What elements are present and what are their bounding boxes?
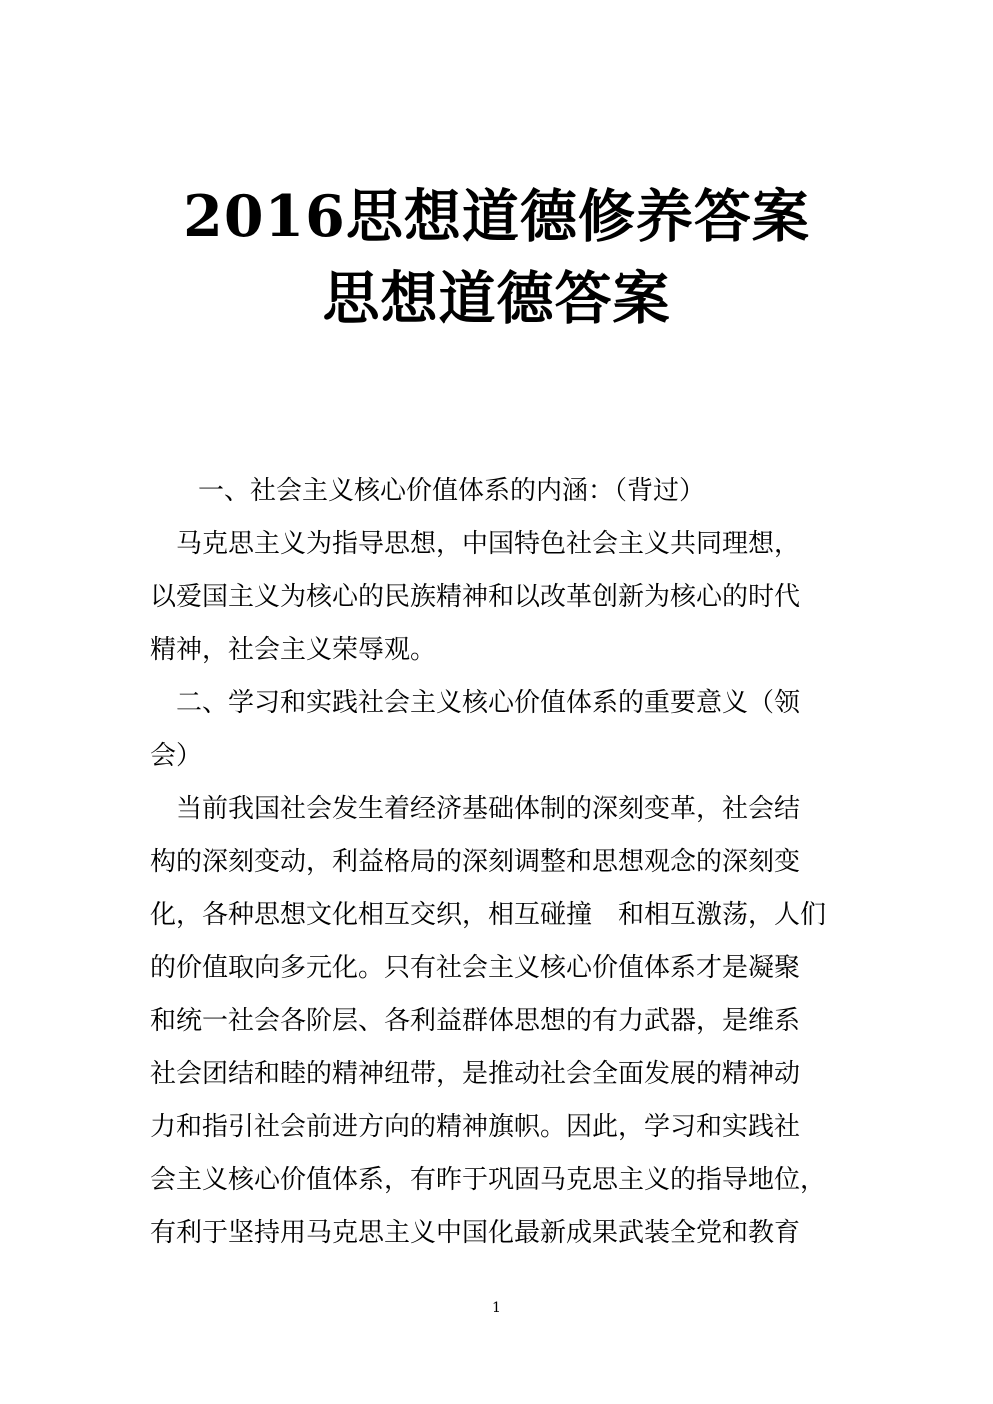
title-line-1: 2016思想道德修养答案	[183, 183, 810, 250]
paragraph-line: 社会团结和睦的精神纽带，是推动社会全面发展的精神动	[150, 1059, 801, 1089]
paragraph-line: 有利于坚持用马克思主义中国化最新成果武装全党和教育	[150, 1218, 801, 1248]
paragraph-line: 精神，社会主义荣辱观。	[150, 635, 437, 665]
paragraph-line: 以爱国主义为核心的民族精神和以改革创新为核心的时代	[150, 582, 801, 612]
paragraph-line: 会）	[150, 741, 203, 771]
paragraph-line: 力和指引社会前进方向的精神旗帜。因此，学习和实践社	[150, 1112, 801, 1142]
title-line-2: 思想道德答案	[322, 265, 671, 332]
paragraph-line: 马克思主义为指导思想，中国特色社会主义共同理想，	[176, 529, 801, 559]
paragraph-line: 构的深刻变动，利益格局的深刻调整和思想观念的深刻变	[150, 847, 801, 877]
paragraph-line: 的价值取向多元化。只有社会主义核心价值体系才是凝聚	[150, 953, 801, 983]
paragraph-line: 当前我国社会发生着经济基础体制的深刻变革，社会结	[176, 794, 801, 824]
paragraph-line: 会主义核心价值体系，有昨于巩固马克思主义的指导地位，	[150, 1165, 827, 1195]
section-heading-2: 二、学习和实践社会主义核心价值体系的重要意义（领	[176, 688, 801, 718]
document-body	[150, 465, 850, 1260]
paragraph-line: 化，各种思想文化相互交织，相互碰撞 和相互激荡，人们	[150, 900, 827, 930]
paragraph-line: 和统一社会各阶层、各利益群体思想的有力武器，是维系	[150, 1006, 801, 1036]
page-number: 1	[492, 1300, 501, 1316]
section-heading-1: 一、社会主义核心价值体系的内涵：（背过）	[198, 476, 706, 506]
document-title	[0, 176, 993, 340]
